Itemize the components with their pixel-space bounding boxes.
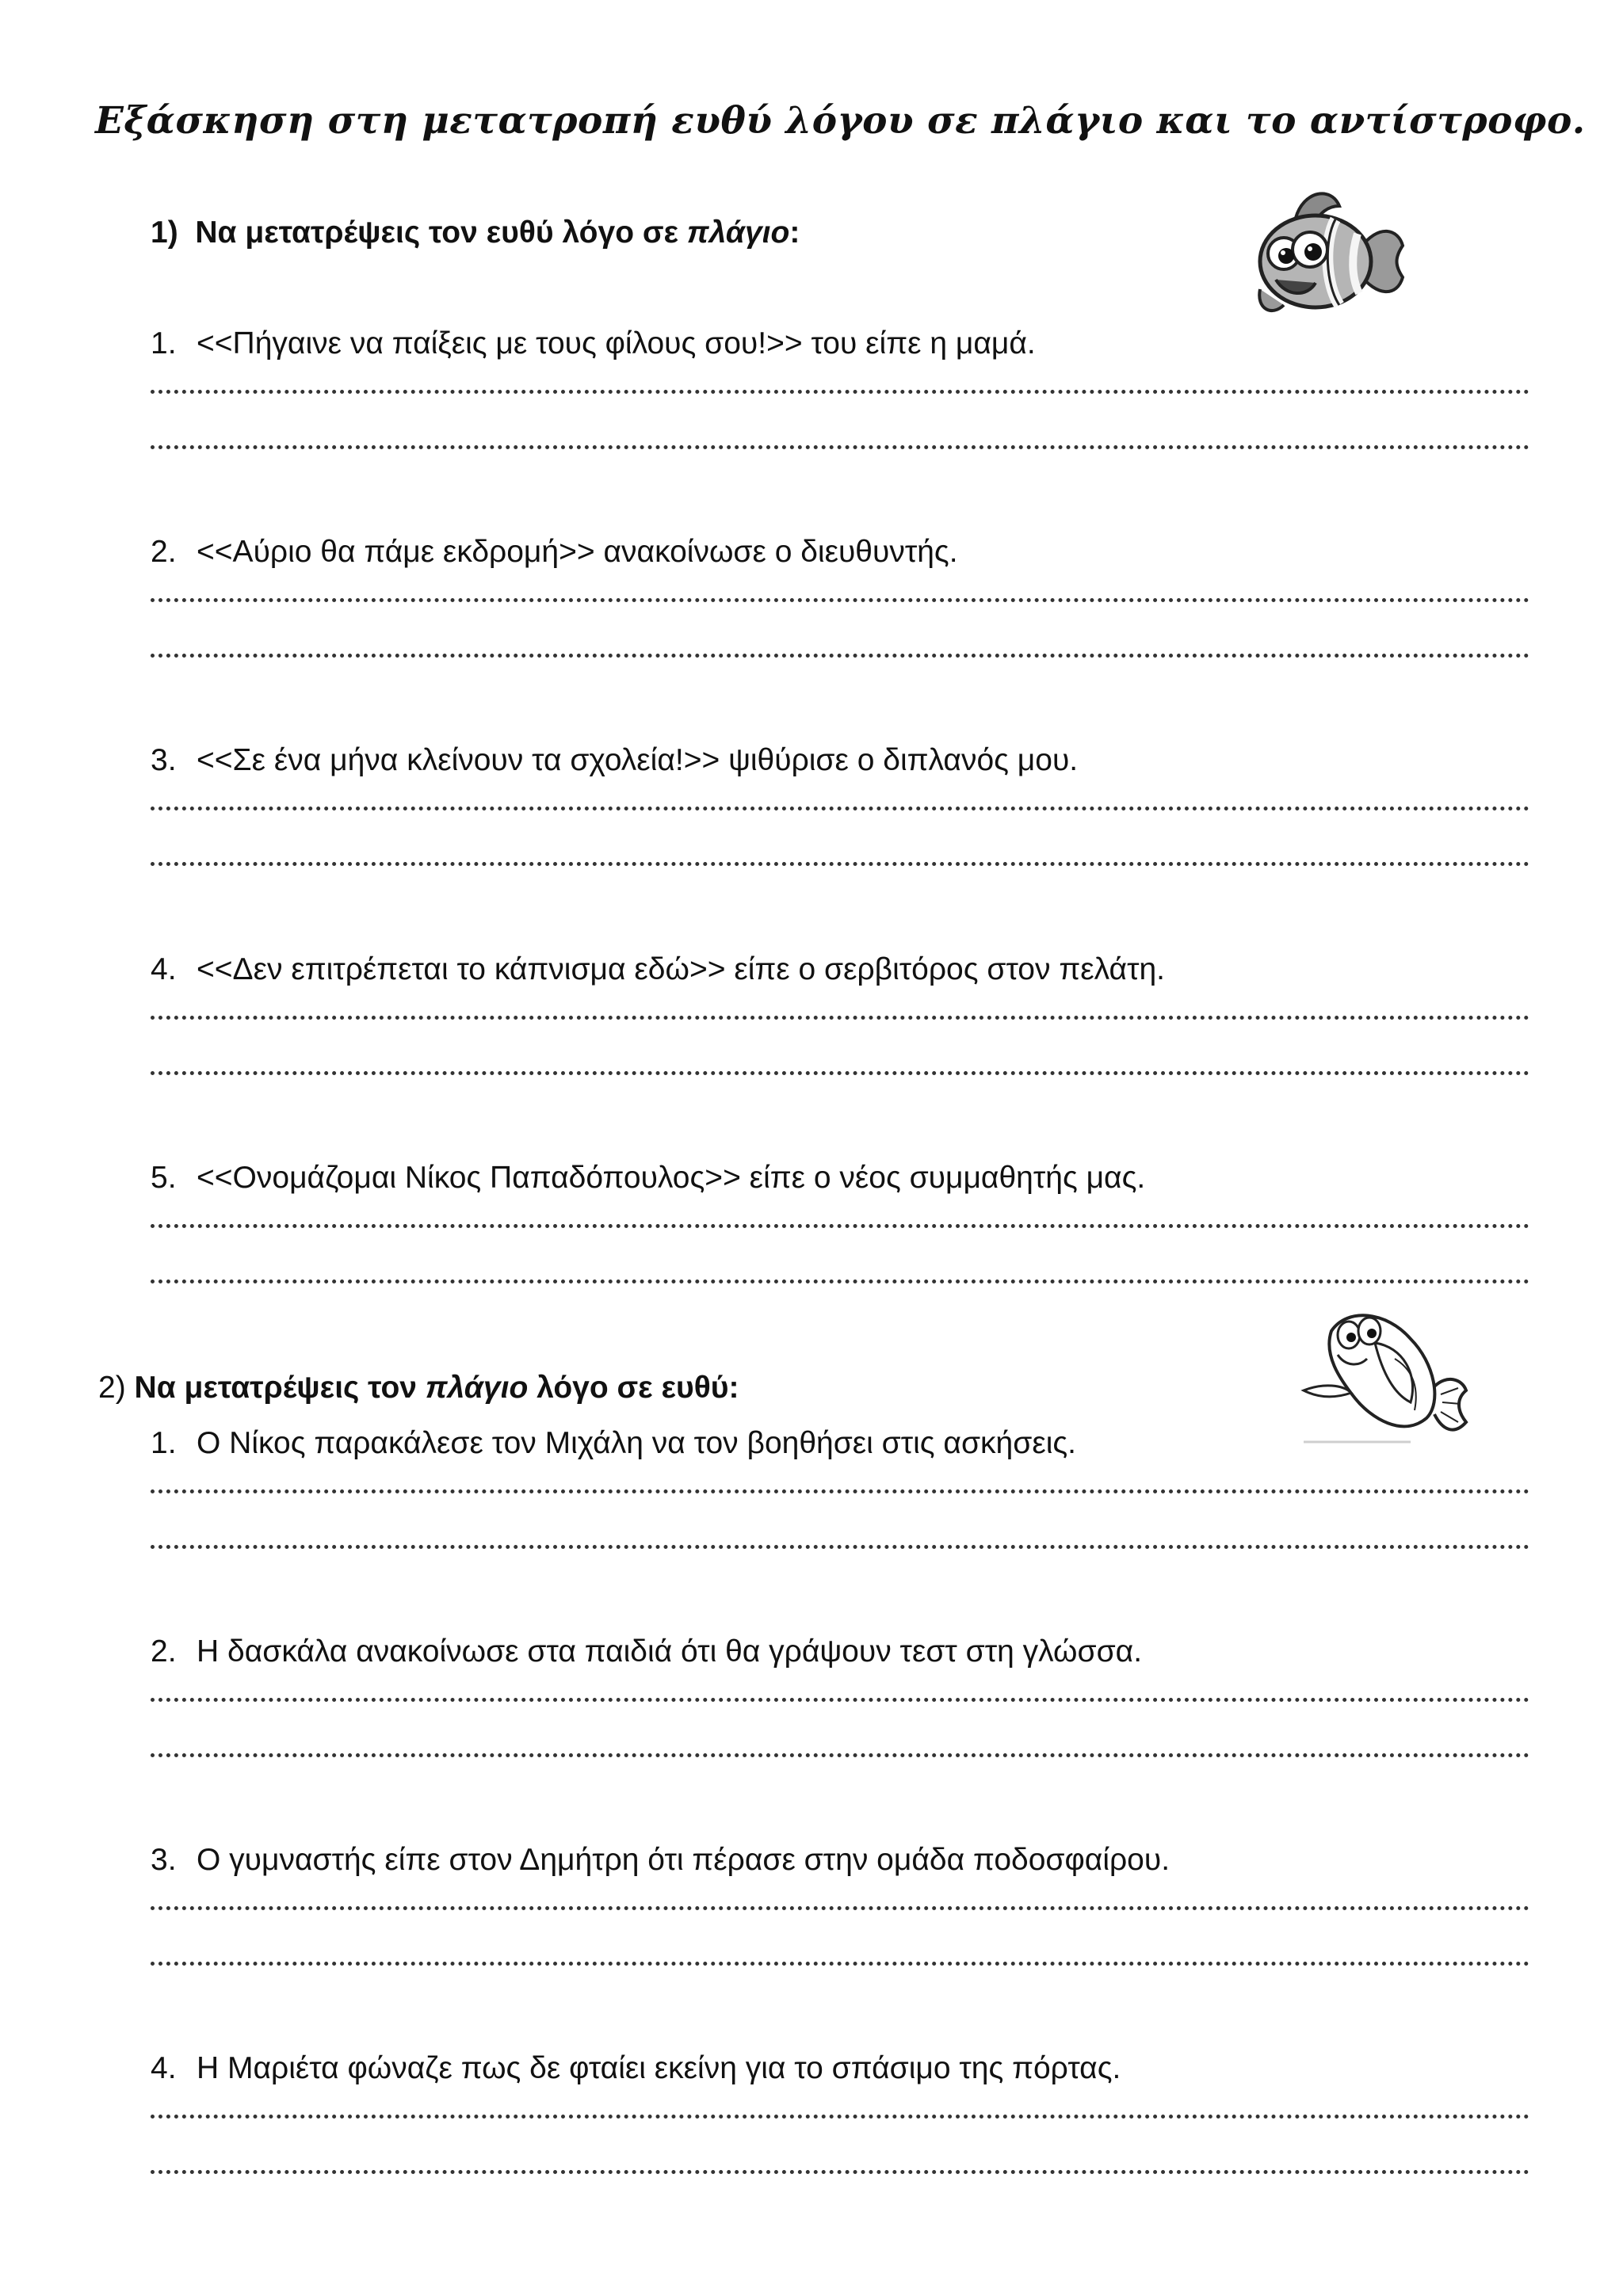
section1-item-1 [151, 326, 1036, 361]
item-number: 1. [151, 326, 177, 360]
section2-heading-emph: πλάγιο [425, 1371, 529, 1405]
answer-line[interactable] [151, 1962, 1529, 1966]
item-number: 3. [151, 1843, 177, 1877]
section2-heading [98, 1371, 739, 1405]
answer-line[interactable] [151, 1016, 1529, 1020]
section1-heading-prefix: Να μετατρέψεις τον ευθύ λόγο σε [195, 215, 687, 250]
section1-item-5 [151, 1161, 1145, 1196]
answer-line[interactable] [151, 390, 1529, 394]
answer-line[interactable] [151, 2170, 1529, 2174]
item-number: 4. [151, 2051, 177, 2085]
item-number: 2. [151, 535, 177, 569]
item-number: 5. [151, 1161, 177, 1195]
item-number: 2. [151, 1634, 177, 1669]
answer-line[interactable] [151, 1545, 1529, 1549]
section1-heading-emph: πλάγιο [686, 215, 790, 250]
section2-heading-suffix: λόγο σε ευθύ: [528, 1371, 739, 1405]
item-text: <<Σε ένα μήνα κλείνουν τα σχολεία!>> ψιθύρισε ο διπλανός μου. [197, 743, 1079, 777]
blue-tang-fish-illustration [1300, 1299, 1474, 1454]
answer-line[interactable] [151, 1753, 1529, 1757]
section1-item-4 [151, 952, 1165, 987]
item-number: 1. [151, 1426, 177, 1460]
item-text: <<Ονομάζομαι Νίκος Παπαδόπουλος>> είπε ο νέος συμμαθητής μας. [197, 1161, 1146, 1195]
item-text: <<Δεν επιτρέπεται το κάπνισμα εδώ>> είπε ο σερβιτόρος στον πελάτη. [197, 952, 1166, 986]
section1-item-3 [151, 743, 1078, 778]
answer-line[interactable] [151, 1489, 1529, 1493]
section2-heading-prefix: Να μετατρέψεις τον [134, 1371, 426, 1405]
answer-line[interactable] [151, 1071, 1529, 1075]
item-text: Ο Νίκος παρακάλεσε τον Μιχάλη να τον βοηθήσει στις ασκήσεις. [197, 1426, 1076, 1460]
section1-heading [151, 215, 800, 250]
item-text: Ο γυμναστής είπε στον Δημήτρη ότι πέρασε στην ομάδα ποδοσφαίρου. [197, 1843, 1170, 1877]
answer-line[interactable] [151, 598, 1529, 602]
answer-line[interactable] [151, 807, 1529, 810]
item-text: <<Αύριο θα πάμε εκδρομή>> ανακοίνωσε ο διευθυντής. [197, 535, 958, 569]
page-title: Εξάσκηση στη μετατροπή ευθύ λόγου σε πλάγιο και το αντίστροφο. [95, 99, 1586, 143]
section2-item-4 [151, 2051, 1121, 2086]
answer-line[interactable] [151, 2115, 1529, 2119]
answer-line[interactable] [151, 1698, 1529, 1702]
section2-item-1 [151, 1426, 1076, 1461]
answer-line[interactable] [151, 862, 1529, 866]
item-number: 3. [151, 743, 177, 777]
item-text: Η Μαριέτα φώναζε πως δε φταίει εκείνη για το σπάσιμο της πόρτας. [197, 2051, 1121, 2085]
section2-item-2 [151, 1634, 1142, 1669]
section1-number: 1) [151, 215, 178, 250]
item-text: Η δασκάλα ανακοίνωσε στα παιδιά ότι θα γράψουν τεστ στη γλώσσα. [197, 1634, 1143, 1669]
answer-line[interactable] [151, 445, 1529, 449]
item-number: 4. [151, 952, 177, 986]
section2-item-3 [151, 1843, 1170, 1878]
answer-line[interactable] [151, 1224, 1529, 1228]
section1-heading-suffix: : [789, 215, 800, 250]
answer-line[interactable] [151, 1280, 1529, 1283]
section1-item-2 [151, 535, 958, 570]
item-text: <<Πήγαινε να παίξεις με τους φίλους σου!>> του είπε η μαμά. [197, 326, 1036, 360]
section2-number: 2) [98, 1371, 126, 1405]
answer-line[interactable] [151, 1906, 1529, 1910]
clownfish-illustration [1240, 186, 1407, 329]
answer-line[interactable] [151, 654, 1529, 658]
